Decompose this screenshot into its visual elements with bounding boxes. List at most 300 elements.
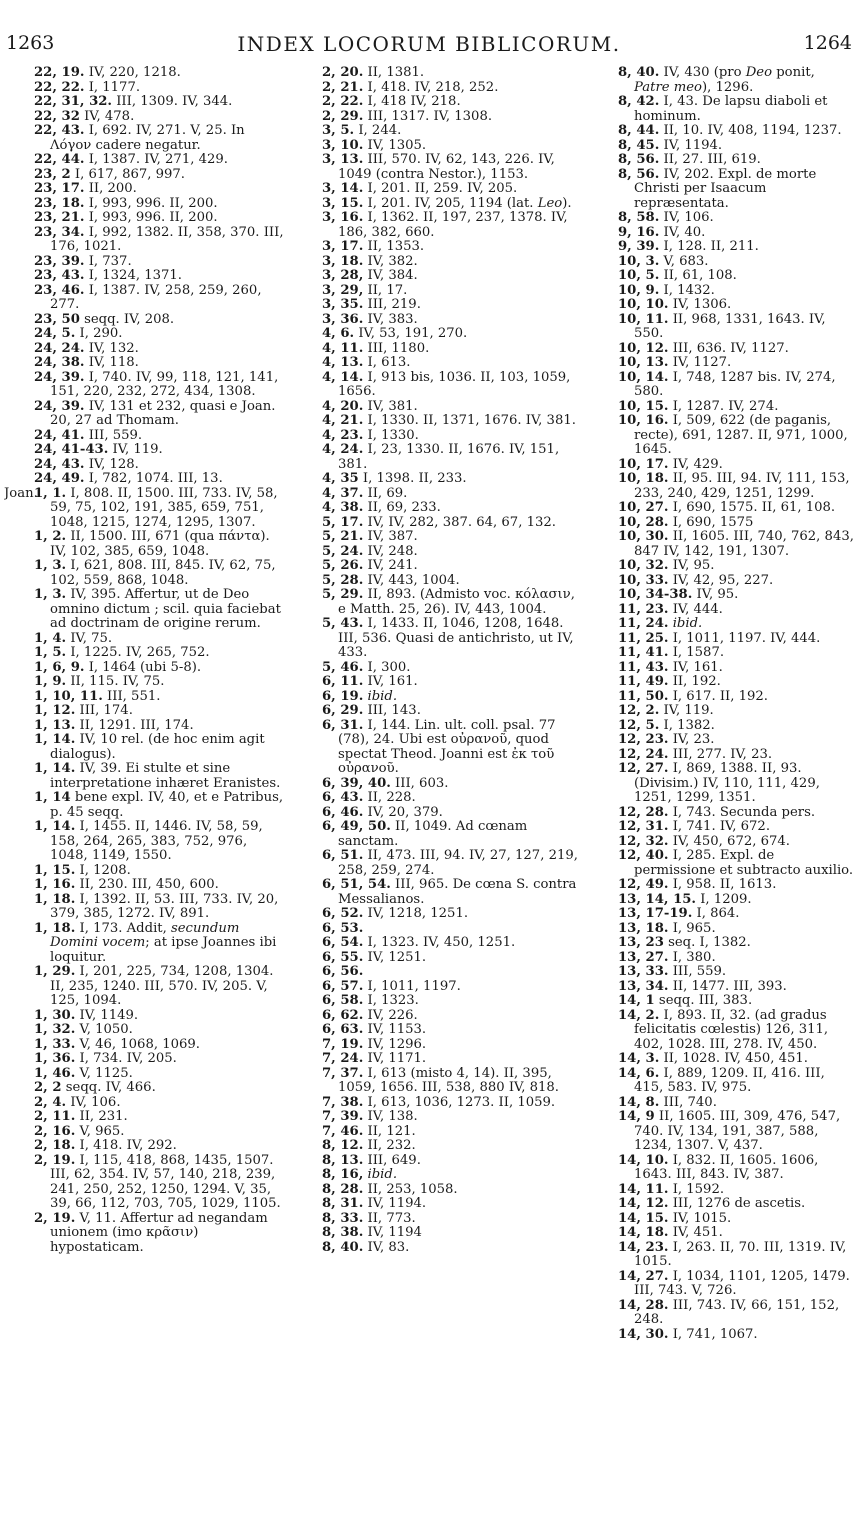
citation-text: I, 418 IV, 218. — [367, 94, 461, 109]
verse-reference: 8, 56. — [618, 166, 660, 182]
verse-reference: 1, 32. — [34, 1022, 76, 1037]
index-entry — [292, 922, 582, 937]
index-entry — [4, 690, 286, 705]
verse-reference: 13, 33. — [618, 964, 669, 979]
verse-reference: 8, 13. — [322, 1152, 364, 1168]
verse-reference: 24, 5. — [34, 326, 76, 341]
citation-text: III, 965. De cœna S. contra Messalianos. — [338, 877, 577, 907]
verse-reference: 7, 39. — [322, 1109, 364, 1124]
citation-text: IV, 384. — [367, 268, 418, 283]
citation-text: II, 1049. Ad cœnam sanctam. — [338, 819, 528, 849]
citation-text: IV, 1015. — [672, 1210, 732, 1226]
citation-text: IV, 53, 191, 270. — [358, 326, 468, 341]
citation-text: I, 1464 (ubi 5-8). — [88, 659, 202, 675]
citation-text: IV, 42, 95, 227. — [672, 572, 774, 588]
citation-text: I, 244. — [358, 123, 402, 138]
index-entry — [292, 574, 582, 589]
verse-reference: 24, 41. — [34, 427, 85, 443]
citation-text: IV, 106. — [663, 210, 714, 225]
verse-reference: 12, 28. — [618, 804, 669, 820]
index-entry — [4, 255, 286, 270]
verse-reference: 14, 28. — [618, 1297, 669, 1313]
running-title: INDEX LOCORUM BIBLICORUM. — [237, 32, 621, 56]
citation-text: I, 1330. — [367, 427, 419, 443]
index-entry — [292, 690, 582, 705]
index-entry — [4, 153, 286, 168]
citation-text: I, 743. Secunda pers. — [672, 804, 816, 820]
citation-text: I, 1034, 1101, 1205, 1479. III, 743. V, 726. — [634, 1268, 850, 1298]
citation-text: III, 219. — [367, 297, 421, 312]
citation-text: ibid. — [672, 616, 703, 631]
index-entry — [292, 617, 582, 661]
citation-text: II, 1500. III, 671 (qua πάντα). IV, 102, 385, 659, 1048. — [50, 529, 270, 559]
index-entry — [292, 1125, 582, 1140]
index-entry — [4, 226, 286, 255]
citation-text: I, 1324, 1371. — [88, 268, 182, 283]
index-entry — [588, 1096, 854, 1111]
verse-reference: 1, 6, 9. — [34, 659, 85, 675]
citation-text: IV, 1218, 1251. — [367, 906, 469, 921]
citation-text: I, 1225. IV, 265, 752. — [70, 645, 210, 660]
verse-reference: 23, 43. — [34, 268, 85, 283]
index-entry — [588, 530, 854, 559]
verse-reference: 1, 14 — [34, 790, 71, 805]
citation-text: I, 621, 808. III, 845. IV, 62, 75, 102, 559, 868, 1048. — [50, 558, 276, 588]
index-entry — [4, 1139, 286, 1154]
index-entry — [4, 922, 286, 966]
citation-text: I, 1177. — [88, 79, 141, 95]
citation-text: II, 228. — [367, 790, 416, 805]
verse-reference: 4, 21. — [322, 413, 364, 428]
verse-reference: 14, 15. — [618, 1210, 669, 1226]
verse-reference: 1, 9. — [34, 674, 67, 689]
index-entry — [292, 414, 582, 429]
citation-text: IV, 75. — [70, 630, 113, 646]
index-entry — [588, 1197, 854, 1212]
citation-text: IV, IV, 282, 387. 64, 67, 132. — [367, 514, 556, 530]
index-entry — [588, 342, 854, 357]
citation-text: IV, 20, 379. — [367, 804, 443, 820]
verse-reference: 2, 16. — [34, 1123, 76, 1139]
index-entry — [588, 603, 854, 618]
verse-reference: 2, 4. — [34, 1094, 67, 1110]
index-entry — [292, 429, 582, 444]
verse-reference: 23, 17. — [34, 181, 85, 196]
citation-text: I, 300. — [367, 659, 411, 675]
index-entry — [4, 878, 286, 893]
citation-text: V, 1125. — [79, 1065, 133, 1081]
citation-text: III, 559. — [88, 427, 143, 443]
index-entry — [588, 269, 854, 284]
citation-text: III, 740. — [663, 1094, 717, 1110]
citation-text: I, 690, 1575 — [672, 514, 754, 530]
citation-text: II, 69. — [367, 485, 408, 501]
citation-text: I, 737. — [88, 253, 132, 269]
verse-reference: 1, 18. — [34, 891, 76, 907]
verse-reference: 3, 15. — [322, 195, 364, 211]
citation-text: I, 201. II, 259. IV, 205. — [367, 181, 518, 196]
verse-reference: 2, 22. — [322, 94, 364, 109]
index-entry — [588, 704, 854, 719]
verse-reference: 5, 28. — [322, 572, 364, 588]
citation-text: IV, 387. — [367, 529, 418, 544]
citation-text: II, 1353. — [367, 239, 425, 254]
citation-text: I, 1323. IV, 450, 1251. — [367, 935, 516, 950]
index-entry — [292, 675, 582, 690]
verse-reference: 5, 21. — [322, 529, 364, 544]
verse-reference: 24, 24. — [34, 340, 85, 356]
citation-text: III, 1317. IV, 1308. — [367, 108, 493, 124]
citation-text: I, 741, 1067. — [672, 1326, 758, 1342]
index-entry — [292, 965, 582, 980]
citation-text: I, 23, 1330. II, 1676. IV, 151, 381. — [338, 442, 560, 472]
verse-reference: 4, 14. — [322, 369, 364, 385]
citation-text: III, 1309. IV, 344. — [116, 94, 233, 109]
verse-reference: 4, 37. — [322, 485, 364, 501]
verse-reference: 10, 18. — [618, 471, 669, 486]
index-entry — [4, 110, 286, 125]
verse-reference: 13, 18. — [618, 920, 669, 936]
citation-text: II, 1477. III, 393. — [672, 978, 787, 994]
index-entry — [292, 1067, 582, 1096]
index-entry — [292, 110, 582, 125]
citation-text: III, 649. — [367, 1152, 421, 1168]
index-entry — [588, 733, 854, 748]
citation-text: II, 773. — [367, 1210, 416, 1226]
index-entry — [4, 893, 286, 922]
index-entry — [292, 530, 582, 545]
citation-text: II, 1381. — [367, 66, 425, 80]
index-entry — [292, 66, 582, 81]
verse-reference: 8, 28. — [322, 1181, 364, 1197]
citation-text: I, 509, 622 (de paganis, recte), 691, 1287. II, 971, 1000, 1645. — [634, 413, 848, 457]
verse-reference: 10, 5. — [618, 268, 660, 283]
verse-reference: 23, 21. — [34, 210, 85, 225]
citation-text: II, 253, 1058. — [367, 1181, 458, 1197]
index-entry — [292, 1154, 582, 1169]
verse-reference: 14, 27. — [618, 1268, 669, 1284]
index-entry — [588, 298, 854, 313]
index-entry — [4, 719, 286, 734]
verse-reference: 3, 36. — [322, 311, 364, 327]
index-entry — [292, 1197, 582, 1212]
verse-reference: 2, 29. — [322, 108, 364, 124]
citation-text: I, 1433. II, 1046, 1208, 1648. III, 536. Quasi de antichristo, ut IV, 433. — [338, 616, 574, 660]
citation-text: I, 741. IV, 672. — [672, 819, 771, 834]
citation-text: II, 232. — [367, 1138, 416, 1153]
index-entry — [588, 153, 854, 168]
index-entry — [588, 1299, 854, 1328]
verse-reference: 11, 24. — [618, 616, 669, 631]
citation-text: I, 1330. II, 1371, 1676. IV, 381. — [367, 413, 576, 428]
citation-text: IV, 95. — [672, 558, 715, 573]
index-entry — [4, 1212, 286, 1256]
index-entry — [4, 124, 286, 153]
verse-reference: 22, 19. — [34, 66, 85, 80]
verse-reference: 4, 23. — [322, 427, 364, 443]
citation-text: I, 613 (misto 4, 14). II, 395, 1059, 1656. III, 538, 880 IV, 818. — [338, 1065, 559, 1095]
index-entry — [292, 994, 582, 1009]
verse-reference: 10, 13. — [618, 355, 669, 370]
citation-text: I, 1323. — [367, 993, 419, 1008]
index-column-2 — [292, 66, 582, 1526]
citation-text: I, 263. II, 70. III, 1319. IV, 1015. — [634, 1239, 847, 1269]
citation-text: III, 1180. — [367, 340, 430, 356]
verse-reference: 23, 34. — [34, 224, 85, 240]
verse-reference: 8, 45. — [618, 137, 660, 153]
index-entry: Joan.1, 1. I, 808. II, 1500. III, 733. IV, 58, 59, 75, 102, 191, 385, 659, 751, 1048, 1215, 1274, 1295, 1307. — [4, 485, 278, 530]
citation-text: I, 1392. II, 53. III, 733. IV, 20, 379, 385, 1272. IV, 891. — [50, 891, 279, 921]
verse-reference: 10, 10. — [618, 297, 669, 312]
index-entry — [4, 661, 286, 676]
verse-reference: 6, 49, 50. — [322, 819, 391, 834]
verse-reference: 8, 40. — [618, 66, 660, 80]
index-entry — [292, 240, 582, 255]
verse-reference: 22, 31, 32. — [34, 94, 113, 109]
citation-text: IV, 220, 1218. — [88, 66, 181, 80]
page-number-right: 1264 — [803, 32, 852, 54]
index-entry — [4, 762, 286, 791]
verse-reference: 14, 11. — [618, 1181, 669, 1197]
verse-reference: 1, 12. — [34, 703, 76, 718]
verse-reference: 6, 31. — [322, 717, 364, 733]
index-entry — [292, 501, 582, 516]
index-entry — [4, 559, 286, 588]
verse-reference: 10, 12. — [618, 340, 669, 356]
citation-text: I, 290. — [79, 326, 123, 341]
index-entry — [4, 733, 286, 762]
verse-reference: 10, 3. — [618, 253, 660, 269]
index-entry — [4, 458, 286, 473]
verse-reference: 7, 19. — [322, 1036, 364, 1052]
index-column-3 — [588, 66, 854, 1526]
verse-reference: 24, 39. — [34, 369, 85, 385]
verse-reference: 23, 18. — [34, 195, 85, 211]
citation-text: I, 1287. IV, 274. — [672, 398, 779, 414]
citation-text: I, 613. — [367, 355, 411, 370]
citation-text: IV, 131 et 232, quasi e Joan. 20, 27 ad Thomam. — [50, 398, 276, 428]
index-entry — [292, 327, 582, 342]
verse-reference: 11, 23. — [618, 601, 669, 617]
verse-reference: 23, 2 — [34, 166, 71, 182]
index-entry — [292, 1226, 582, 1241]
index-entry — [292, 661, 582, 676]
verse-reference: 4, 11. — [322, 340, 364, 356]
index-entry — [4, 168, 286, 183]
verse-reference: 8, 33. — [322, 1210, 364, 1226]
citation-text: II, 27. III, 619. — [663, 152, 761, 167]
citation-text: I, 893. II, 32. (ad gradus felicitatis cœlestis) 126, 311, 402, 1028. III, 278. IV, 450. — [634, 1007, 829, 1052]
index-entry — [292, 791, 582, 806]
citation-text: II, 893. (Admisto voc. κόλασιν, e Matth. 25, 26). IV, 443, 1004. — [338, 587, 575, 617]
index-entry — [4, 1110, 286, 1125]
citation-text: III, 636. IV, 1127. — [672, 340, 789, 356]
verse-reference: 10, 34-38. — [618, 587, 693, 602]
citation-text: V, 46, 1068, 1069. — [79, 1036, 200, 1052]
verse-reference: 7, 38. — [322, 1094, 364, 1110]
verse-reference: 13, 27. — [618, 949, 669, 965]
verse-reference: 22, 32 — [34, 108, 80, 124]
index-entry — [292, 313, 582, 328]
citation-text: II, 17. — [367, 282, 408, 298]
citation-text: IV, 161. — [367, 674, 418, 689]
citation-text: II, 473. III, 94. IV, 27, 127, 219, 258, 259, 274. — [338, 848, 578, 878]
citation-text: I, 864. — [696, 906, 740, 921]
citation-text: II, 1028. IV, 450, 451. — [663, 1051, 808, 1066]
verse-reference: 3, 10. — [322, 137, 364, 153]
index-entry — [292, 182, 582, 197]
citation-text: II, 95. III, 94. IV, 111, 153, 233, 240, 429, 1251, 1299. — [634, 471, 850, 501]
index-entry — [292, 1052, 582, 1067]
citation-text: IV, 478. — [84, 108, 135, 124]
citation-text: II, 69, 233. — [367, 500, 441, 515]
citation-text: III, 603. — [395, 775, 449, 791]
index-entry — [588, 806, 854, 821]
index-entry — [292, 878, 582, 907]
index-entry — [4, 530, 286, 559]
verse-reference: 6, 39, 40. — [322, 775, 391, 791]
index-entry — [4, 284, 286, 313]
verse-reference: 5, 24. — [322, 543, 364, 559]
index-entry — [588, 255, 854, 270]
index-entry — [4, 356, 286, 371]
citation-text: IV, 248. — [367, 543, 418, 559]
verse-reference: 6, 53. — [322, 920, 364, 936]
citation-text: II, 115. IV, 75. — [70, 674, 165, 689]
verse-reference: 9, 16. — [618, 224, 660, 240]
verse-reference: 22, 43. — [34, 123, 85, 138]
index-entry — [4, 182, 286, 197]
index-entry — [4, 371, 286, 400]
verse-reference: 8, 56. — [618, 152, 660, 167]
index-entry — [4, 443, 286, 458]
verse-reference: 10, 11. — [618, 311, 669, 327]
verse-reference: 11, 50. — [618, 688, 669, 704]
index-entry — [588, 66, 854, 95]
verse-reference: 1, 36. — [34, 1051, 76, 1066]
verse-reference: 4, 6. — [322, 326, 355, 341]
index-entry — [292, 980, 582, 995]
citation-text: I, 869, 1388. II, 93. (Divisim.) IV, 110, 111, 429, 1251, 1299, 1351. — [634, 761, 820, 805]
citation-text: IV, 1296. — [367, 1036, 427, 1052]
verse-reference: 10, 30. — [618, 529, 669, 544]
citation-text: III, 743. IV, 66, 151, 152, 248. — [634, 1297, 840, 1327]
verse-reference: 8, 38. — [322, 1225, 364, 1240]
verse-reference: 3, 5. — [322, 123, 355, 138]
index-entry — [292, 81, 582, 96]
index-entry — [4, 864, 286, 879]
index-entry — [4, 400, 286, 429]
citation-text: IV, 132. — [88, 340, 139, 356]
citation-text: ibid. — [367, 1167, 398, 1182]
index-entry — [4, 646, 286, 661]
index-entry — [588, 632, 854, 647]
index-entry — [292, 1168, 582, 1183]
citation-text: IV, 383. — [367, 311, 418, 327]
verse-reference: 24, 41-43. — [34, 442, 109, 457]
index-entry — [292, 1139, 582, 1154]
verse-reference: 2, 20. — [322, 66, 364, 80]
citation-text: IV, 381. — [367, 398, 418, 414]
verse-reference: 2, 2 — [34, 1080, 62, 1095]
index-entry — [292, 298, 582, 313]
verse-reference: 23, 46. — [34, 282, 85, 298]
index-column-1 — [4, 66, 286, 1526]
citation-text: IV, 1149. — [79, 1007, 139, 1023]
citation-text: I, 43. De lapsu diaboli et hominum. — [634, 94, 828, 124]
citation-text: III, 1276 de ascetis. — [672, 1196, 806, 1211]
index-entry — [4, 1096, 286, 1111]
citation-text: IV, 395. Affertur, ut de Deo omnino dictum ; scil. quia faciebat ad doctrinam de origine rerum. — [50, 587, 281, 631]
index-entry — [4, 704, 286, 719]
index-entry — [588, 661, 854, 676]
citation-text: V, 1050. — [79, 1022, 133, 1037]
verse-reference: 8, 42. — [618, 94, 660, 109]
verse-reference: 1, 1. — [34, 485, 67, 501]
verse-reference: 11, 43. — [618, 659, 669, 675]
citation-text: IV, 1305. — [367, 137, 427, 153]
verse-reference: 3, 35. — [322, 297, 364, 312]
verse-reference: 1, 18. — [34, 920, 76, 936]
index-entry — [588, 907, 854, 922]
index-entry — [588, 211, 854, 226]
index-entry — [588, 356, 854, 371]
index-entry — [588, 835, 854, 850]
index-entry — [588, 168, 854, 212]
verse-reference: 11, 49. — [618, 674, 669, 689]
citation-text: IV, 23. — [672, 732, 715, 747]
citation-text: IV, 106. — [70, 1094, 121, 1110]
index-entry — [292, 849, 582, 878]
citation-text: II, 230. III, 450, 600. — [79, 877, 219, 892]
verse-reference: 5, 46. — [322, 659, 364, 675]
index-entry — [4, 313, 286, 328]
citation-text: ibid. — [367, 688, 398, 704]
citation-text: I, 913 bis, 1036. II, 103, 1059, 1656. — [338, 369, 571, 399]
citation-text: IV, 39. Ei stulte et sine interpretatione inhæret Eranistes. — [50, 761, 281, 791]
citation-text: IV, 451. — [672, 1225, 723, 1240]
index-entry — [4, 1125, 286, 1140]
citation-text: III, 277. IV, 23. — [672, 746, 773, 762]
citation-text: II, 231. — [79, 1109, 128, 1124]
index-entry — [292, 284, 582, 299]
verse-reference: 5, 43. — [322, 616, 364, 631]
verse-reference: 9, 39. — [618, 239, 660, 254]
verse-reference: 10, 28. — [618, 514, 669, 530]
index-entry — [4, 429, 286, 444]
index-entry — [588, 922, 854, 937]
index-entry — [292, 806, 582, 821]
citation-text: I, 889, 1209. II, 416. III, 415, 583. IV, 975. — [634, 1065, 825, 1095]
verse-reference: 6, 19. — [322, 688, 364, 704]
verse-reference: 6, 54. — [322, 935, 364, 950]
index-entry — [588, 472, 854, 501]
index-entry — [588, 371, 854, 400]
verse-reference: 1, 3. — [34, 558, 67, 573]
index-entry — [588, 139, 854, 154]
verse-reference: 23, 50 — [34, 311, 80, 327]
verse-reference: 12, 31. — [618, 819, 669, 834]
index-entry — [292, 545, 582, 560]
index-entry — [4, 632, 286, 647]
citation-text: I, 992, 1382. II, 358, 370. III, 176, 1021. — [50, 224, 284, 254]
verse-reference: 10, 32. — [618, 558, 669, 573]
citation-text: III, 570. IV, 62, 143, 226. IV, 1049 (contra Nestor.), 1153. — [338, 152, 555, 182]
index-entry — [588, 1183, 854, 1198]
citation-text: III, 143. — [367, 703, 421, 718]
index-entry — [292, 951, 582, 966]
index-entry — [588, 617, 854, 632]
